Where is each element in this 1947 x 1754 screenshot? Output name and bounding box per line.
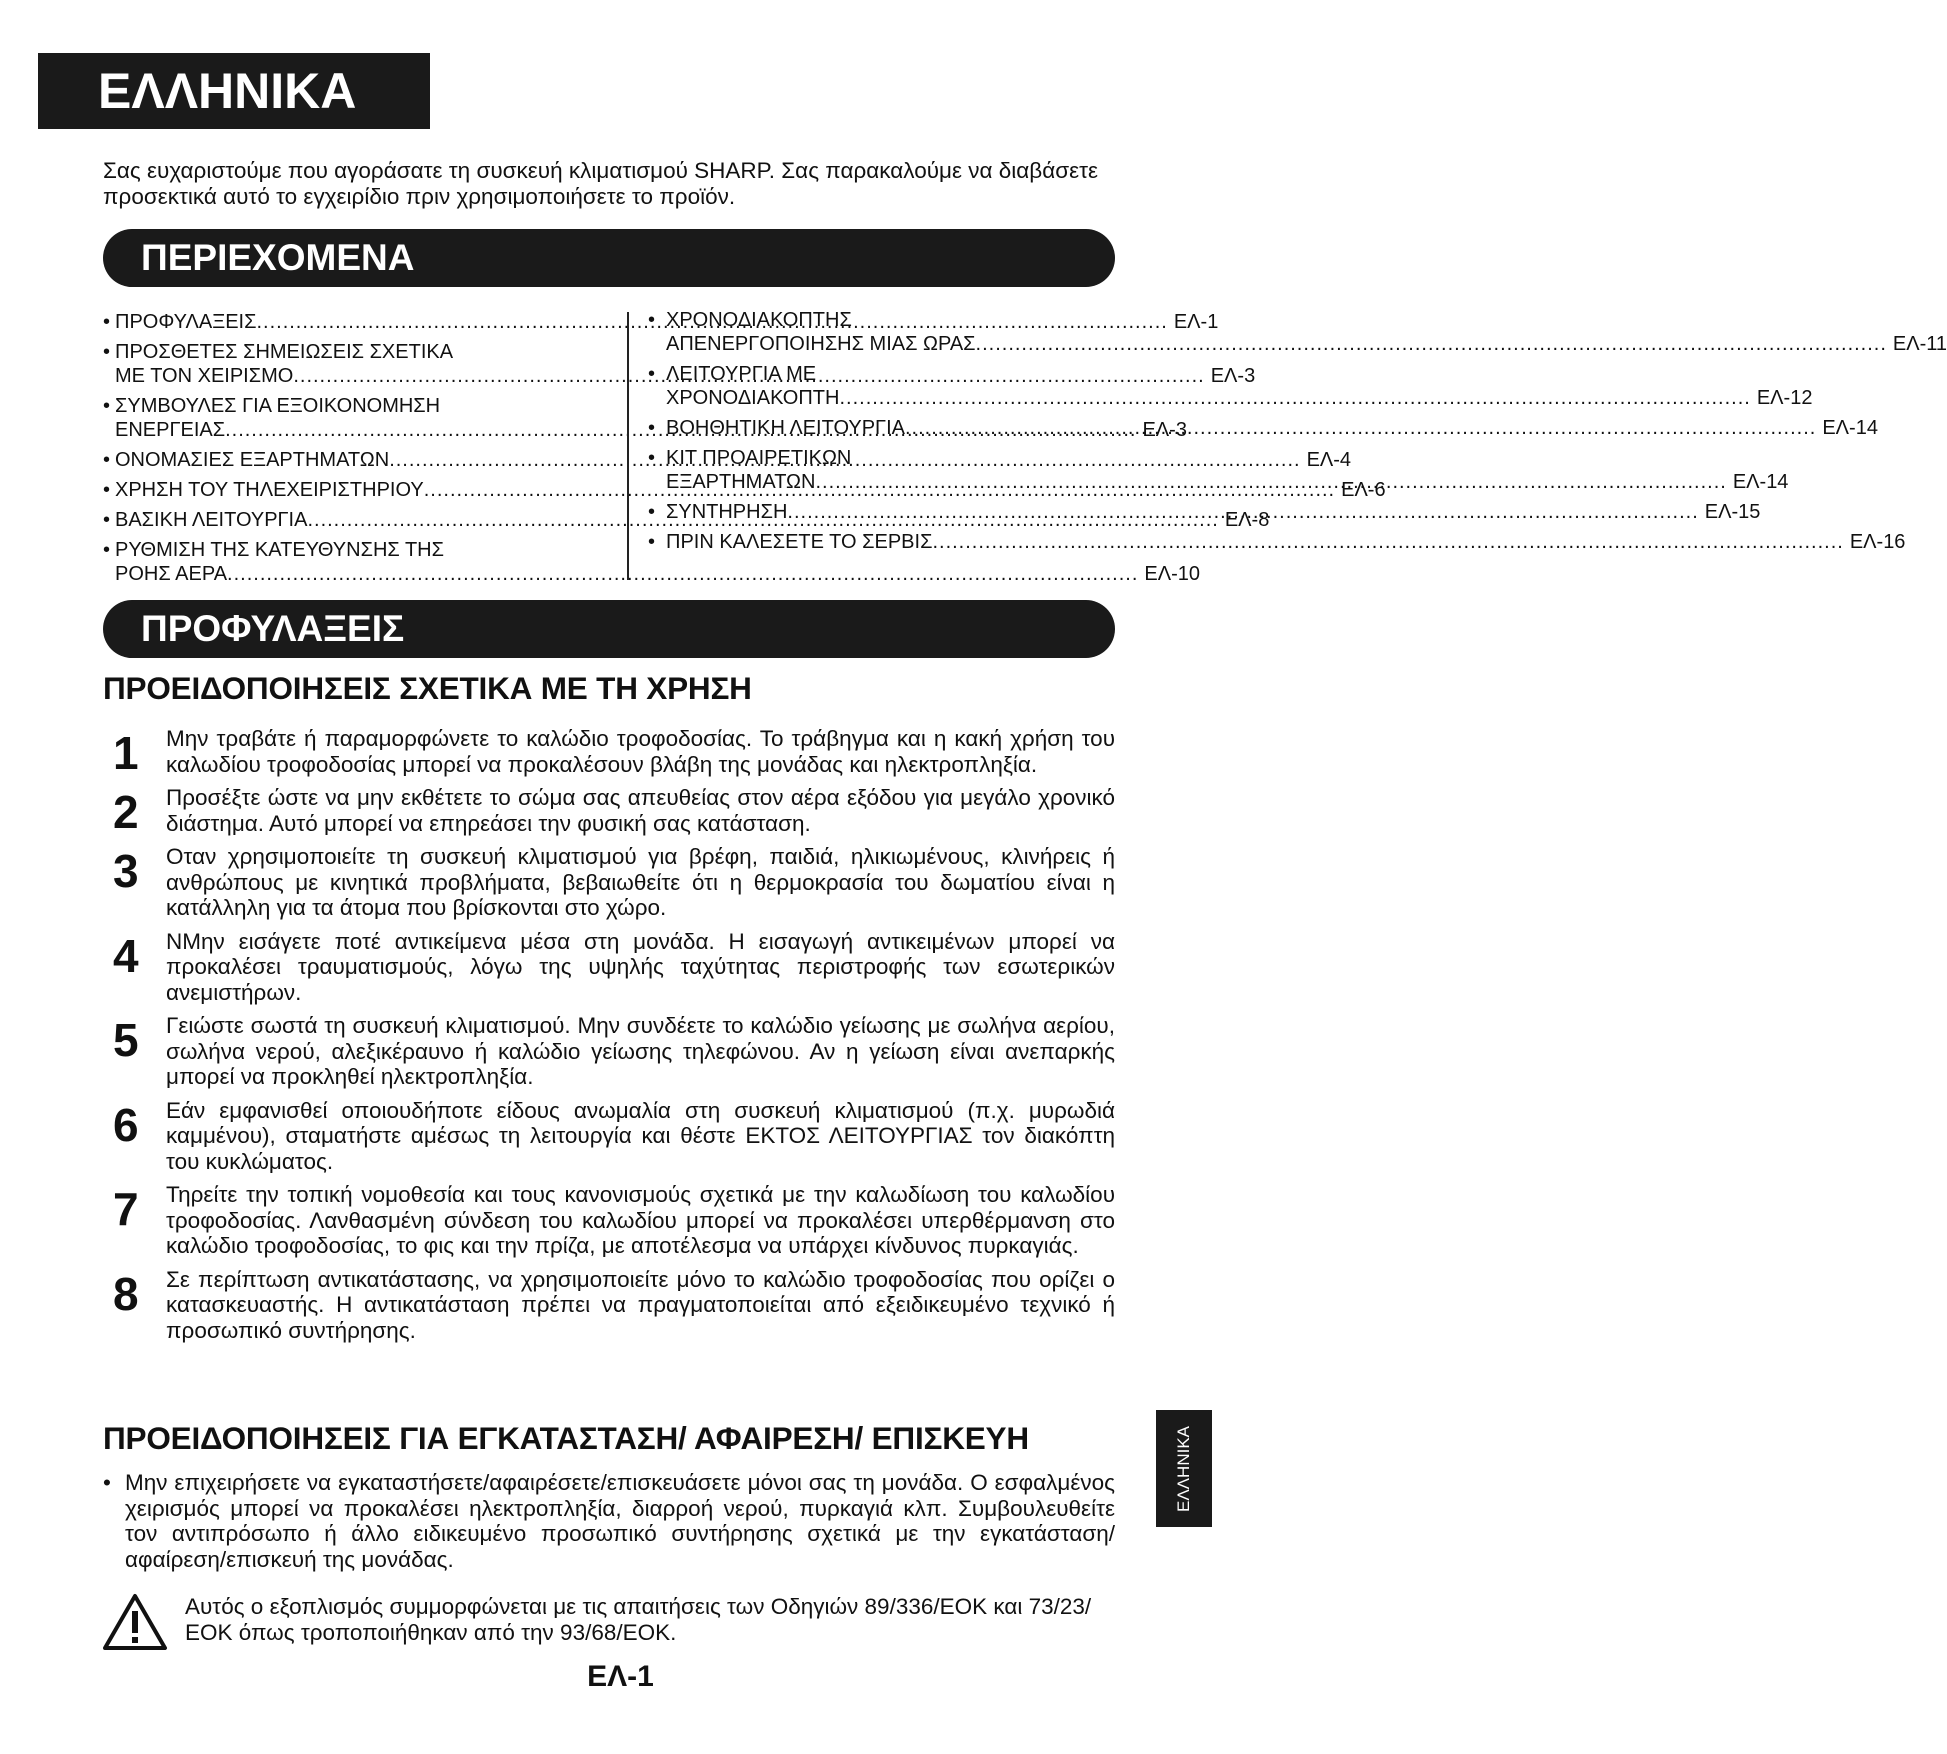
toc-leader (905, 416, 1816, 440)
toc-entry-label: ΚΙΤ ΠΡΟΑΙΡΕΤΙΚΩΝ (666, 447, 852, 469)
toc-bullet: • (103, 539, 111, 561)
toc-page-ref: ΕΛ-4 (1306, 449, 1352, 471)
usage-warning-item (103, 785, 1115, 836)
warning-text: Εάν εμφανισθεί οποιουδήποτε είδους ανωμαλία στη συσκευή κλιματισμού (π.χ. μυρωδιά καμμένου), σταματήστε αμέσως τη λειτουργία και θέστε ΕΚΤΟΣ ΛΕΙΤΟΥΡΓΙΑΣ τον διακόπτη του κυκλώματος. (166, 1097, 1115, 1174)
toc-page-ref: ΕΛ-15 (1704, 501, 1761, 523)
toc-bullet: • (103, 395, 111, 417)
toc-entry (648, 308, 1947, 356)
toc-page-ref: ΕΛ-10 (1144, 563, 1201, 585)
warning-text: Οταν χρησιμοποιείτε τη συσκευή κλιματισμού για βρέφη, παιδιά, ηλικιωμένους, κλινήρεις ή ανθρώπους με κινητικά προβλήματα, βεβαιωθείτε ότι η θερμοκρασία του δωματίου είναι η κατάλληλη για τα άτομα που βρίσκονται στο χώρο. (166, 844, 1115, 920)
toc-page-ref: ΕΛ-16 (1849, 531, 1906, 553)
warning-text: Τηρείτε την τοπική νομοθεσία και τους κανονισμούς σχετικά με την καλωδίωση του καλωδίου τροφοδοσίας. Λανθασμένη σύνδεση του καλωδίου μπορεί να προκαλέσει υπερθέρμανση στο καλώδιο τροφοδοσίας, το φις και την πρίζα, με αποτέλεσμα να υπάρχει κίνδυνος πυρκαγιάς. (166, 1182, 1115, 1258)
usage-warning-item (103, 1098, 1115, 1175)
intro-text: Σας ευχαριστούμε που αγοράσατε τη συσκευή κλιματισμού SHARP. Σας παρακαλούμε να διαβάσετε προσεκτικά αυτό το εγχειρίδιο πριν χρησιμοποιήσετε το προϊόν. (103, 158, 1099, 209)
toc-entry-label: ΠΡΙΝ ΚΑΛΕΣΕΤΕ ΤΟ ΣΕΡΒΙΣ (666, 531, 933, 553)
warning-number: 3 (113, 845, 139, 897)
toc-entry-label: ΛΕΙΤΟΥΡΓΙΑ ΜΕ (666, 363, 817, 385)
toc-entry-label: ΧΡΟΝΟΔΙΑΚΟΠΤΗ (666, 387, 840, 409)
toc-page-ref: ΕΛ-14 (1732, 471, 1789, 493)
warning-number: 6 (113, 1098, 139, 1151)
toc-page-ref: ΕΛ-12 (1756, 387, 1813, 409)
toc-leader (976, 332, 1887, 356)
precautions-heading: ΠΡΟΦΥΛΑΞΕΙΣ (103, 600, 1115, 658)
warning-number: 2 (113, 786, 139, 838)
toc-entry (648, 530, 1906, 554)
install-warnings-heading: ΠΡΟΕΙΔΟΠΟΙΗΣΕΙΣ ΓΙΑ ΕΓΚΑΤΑΣΤΑΣΗ/ ΑΦΑΙΡΕΣΗ/ ΕΠΙΣΚΕΥΗ (103, 1420, 1029, 1456)
install-warning-text: Μην επιχειρήσετε να εγκαταστήσετε/αφαιρέσετε/επισκευάσετε μόνοι σας τη μονάδα. Ο εσφαλμένος χειρισμός μπορεί να προκαλέσει ηλεκτροπληξία, διαρροή νερού, πυρκαγιά κλπ. Συμβουλευθείτε τον αντιπρόσωπο ή άλλο ειδικευμένο προσωπικό συντήρησης σχετικά με την εγκατάσταση/αφαίρεση/επισκευή της μονάδας. (125, 1470, 1115, 1572)
toc-bullet: • (648, 501, 656, 523)
toc-entry-label: ΕΞΑΡΤΗΜΑΤΩΝ (666, 471, 816, 493)
toc-entry-label: ΑΠΕΝΕΡΓΟΠΟΙΗΣΗΣ ΜΙΑΣ ΩΡΑΣ (666, 333, 976, 355)
toc-entry-label: ΡΟΗΣ ΑΕΡΑ (115, 563, 228, 585)
install-warning (103, 1470, 1115, 1572)
warning-text: Σε περίπτωση αντικατάστασης, να χρησιμοποιείτε μόνο το καλώδιο τροφοδοσίας που ορίζει ο κατασκευαστής. Η αντικατάσταση πρέπει να πραγματοποιείται από εξειδικευμένο τεχνικό ή προσωπικό συντήρησης. (166, 1266, 1115, 1343)
toc-leader (787, 500, 1698, 524)
warning-text: ΝΜην εισάγετε ποτέ αντικείμενα μέσα στη μονάδα. Η εισαγωγή αντικειμένων μπορεί να προκαλέσει τραυματισμούς, λόγω της υψηλής ταχύτητας περιστροφής των εσωτερικών ανεμιστήρων. (166, 928, 1115, 1005)
toc-page-ref: ΕΛ-3 (1210, 365, 1256, 387)
bullet-mark: • (103, 1470, 111, 1495)
toc-leader (227, 562, 1138, 586)
warning-number: 8 (113, 1267, 139, 1320)
toc-bullet: • (103, 341, 111, 363)
warning-text: Γειώστε σωστά τη συσκευή κλιματισμού. Μην συνδέετε το καλώδιο γείωσης με σωλήνα αερίου, σωλήνα νερού, αλεξικέραυνο ή καλώδιο γείωσης τηλεφώνου. Αν η γείωση είναι ανεπαρκής μπορεί να προκληθεί ηλεκτροπληξία. (166, 1013, 1115, 1089)
toc-entry-label: ΧΡΟΝΟΔΙΑΚΟΠΤΗΣ (666, 309, 852, 331)
warning-number: 4 (113, 929, 139, 982)
toc-entry-label: ΜΕ ΤΟΝ ΧΕΙΡΙΣΜΟ (115, 365, 294, 387)
warning-number: 1 (113, 727, 139, 779)
usage-warning-item (103, 844, 1115, 921)
page-number: ΕΛ-1 (587, 1660, 654, 1693)
toc-leader (839, 386, 1750, 410)
warning-number: 7 (113, 1183, 139, 1235)
toc-page-ref: ΕΛ-3 (1142, 419, 1187, 441)
toc-entry-label: ΣΥΜΒΟΥΛΕΣ ΓΙΑ ΕΞΟΙΚΟΝΟΜΗΣΗ (115, 395, 441, 417)
compliance-text: Αυτός ο εξοπλισμός συμμορφώνεται με τις απαιτήσεις των Οδηγιών 89/336/ΕΟΚ και 73/23/ΕΟΚ όπως τροποποιήθηκαν από την 93/68/ΕΟΚ. (185, 1594, 1092, 1645)
contents-heading: ΠΕΡΙΕΧΟΜΕΝΑ (103, 229, 1115, 287)
toc-divider (627, 312, 629, 580)
toc-entry-label: ΠΡΟΣΘΕΤΕΣ ΣΗΜΕΙΩΣΕΙΣ ΣΧΕΤΙΚΑ (115, 341, 454, 363)
toc-bullet: • (103, 311, 111, 333)
toc-page-ref: ΕΛ-14 (1822, 417, 1878, 439)
toc-page-ref: ΕΛ-11 (1892, 333, 1947, 355)
toc-bullet: • (648, 363, 656, 385)
toc-entry-label: ΒΑΣΙΚΗ ΛΕΙΤΟΥΡΓΙΑ (115, 509, 308, 531)
warning-text: Μην τραβάτε ή παραμορφώνετε το καλώδιο τροφοδοσίας. Το τράβηγμα και η κακή χρήση του καλωδίου τροφοδοσίας μπορεί να προκαλέσουν βλάβη της μονάδας και ηλεκτροπληξία. (166, 726, 1115, 777)
toc-entry-label: ΣΥΝΤΗΡΗΣΗ (666, 501, 788, 523)
usage-warning-item (103, 929, 1115, 1006)
language-banner: ΕΛΛΗΝΙΚΑ (38, 53, 430, 129)
usage-warnings-list (103, 726, 1115, 1351)
toc-bullet: • (103, 479, 111, 501)
toc-entry-label: ΠΡΟΦΥΛΑΞΕΙΣ (115, 311, 257, 333)
usage-warning-item (103, 1182, 1115, 1259)
toc-entry-label: ΡΥΘΜΙΣΗ ΤΗΣ ΚΑΤΕΥΘΥΝΣΗΣ ΤΗΣ (115, 539, 444, 561)
warning-number: 5 (113, 1014, 139, 1066)
usage-warning-item (103, 1013, 1115, 1090)
toc-bullet: • (648, 309, 656, 331)
usage-warning-item (103, 726, 1115, 777)
toc-bullet: • (648, 447, 656, 469)
toc-entry-label: ΕΝΕΡΓΕΙΑΣ (115, 419, 226, 441)
toc-page-ref: ΕΛ-1 (1173, 311, 1219, 333)
toc-leader (932, 530, 1843, 554)
toc-bullet: • (103, 509, 111, 531)
toc-bullet: • (648, 417, 656, 439)
warning-text: Προσέξτε ώστε να μην εκθέτετε το σώμα σας απευθείας στον αέρα εξόδου για μεγάλο χρονικό διάστημα. Αυτό μπορεί να επηρεάσει την φυσική σας κατάσταση. (166, 785, 1115, 836)
usage-warning-item (103, 1267, 1115, 1344)
toc-entry-label: ΧΡΗΣΗ ΤΟΥ ΤΗΛΕΧΕΙΡΙΣΤΗΡΙΟΥ (115, 479, 424, 501)
toc-leader (815, 470, 1726, 494)
toc-bullet: • (103, 449, 111, 471)
toc-page-ref: ΕΛ-8 (1224, 509, 1270, 531)
toc-entry-label: ΟΝΟΜΑΣΙΕΣ ΕΞΑΡΤΗΜΑΤΩΝ (115, 449, 390, 471)
language-side-tab: ΕΛΛΗΝΙΚΑ (1156, 1410, 1212, 1527)
toc-bullet: • (648, 531, 656, 553)
warning-triangle-icon (102, 1592, 168, 1652)
toc-entry-label: ΒΟΗΘΗΤΙΚΗ ΛΕΙΤΟΥΡΓΙΑ (666, 417, 905, 439)
toc-page-ref: ΕΛ-6 (1341, 479, 1386, 501)
usage-warnings-heading: ΠΡΟΕΙΔΟΠΟΙΗΣΕΙΣ ΣΧΕΤΙΚΑ ΜΕ ΤΗ ΧΡΗΣΗ (103, 670, 752, 706)
